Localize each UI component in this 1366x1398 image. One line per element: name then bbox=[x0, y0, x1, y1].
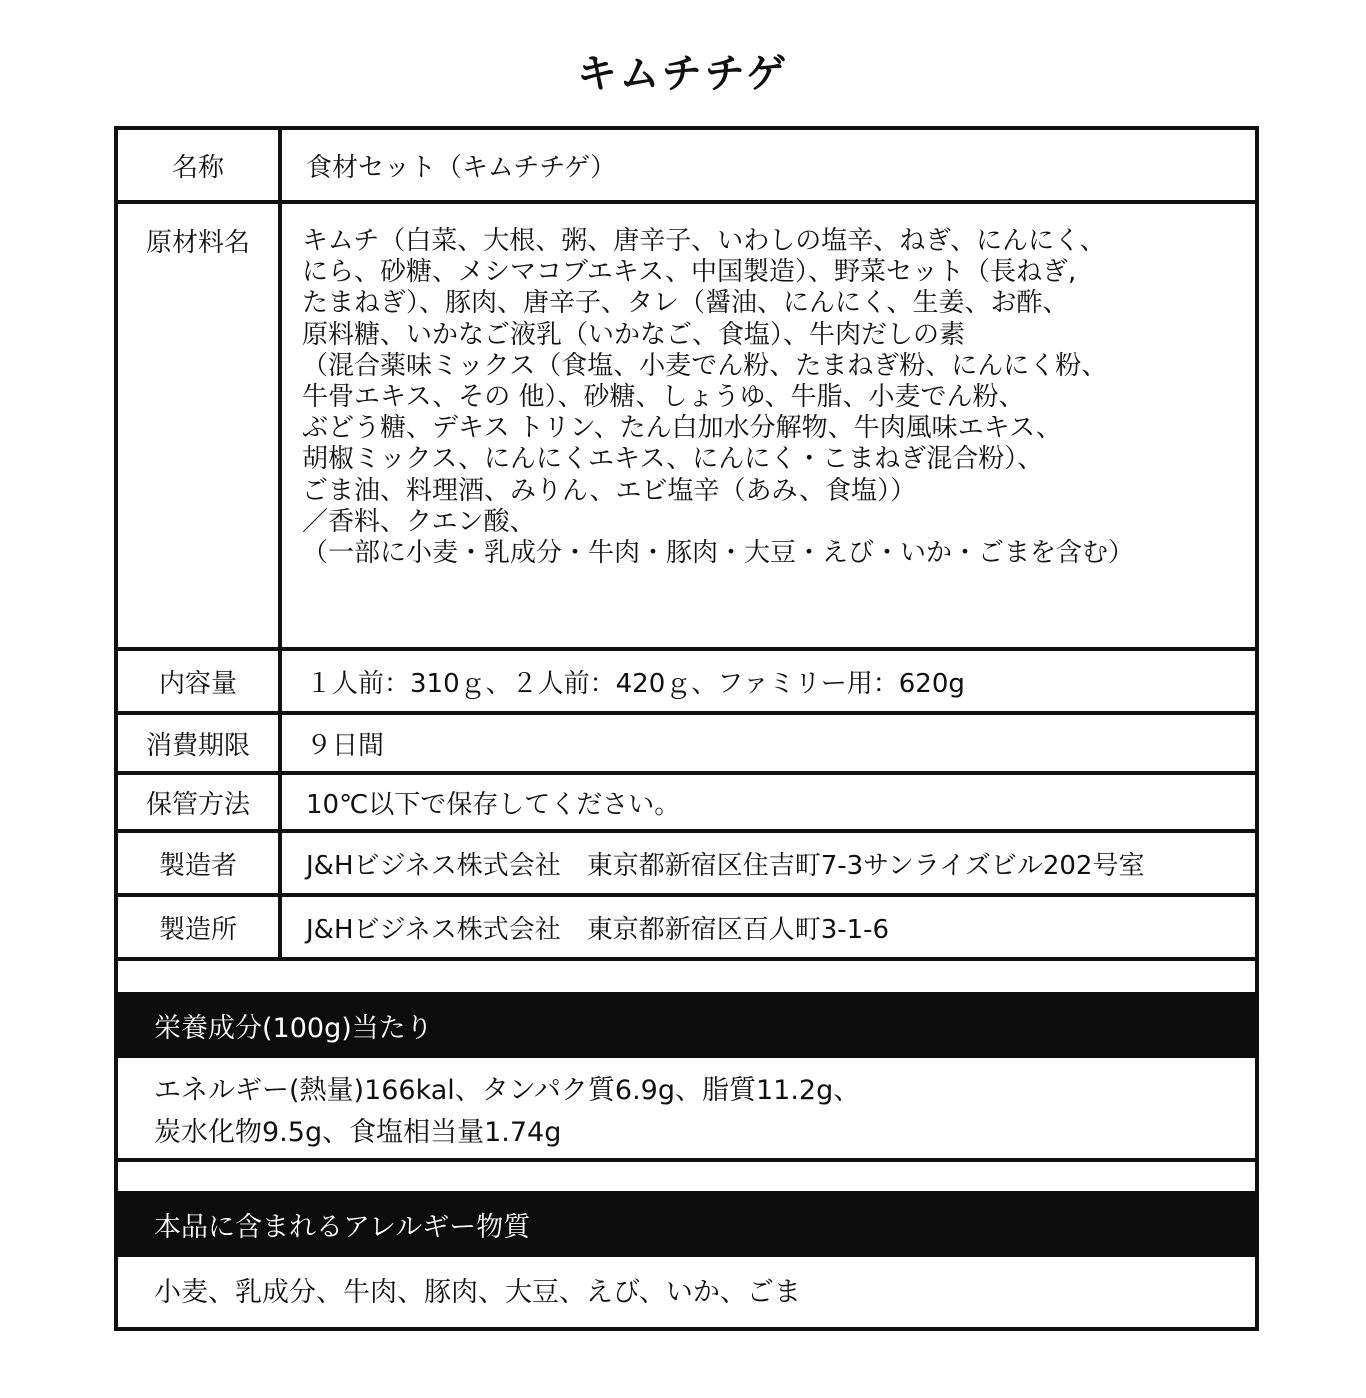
row-value: 10℃以下で保存してください。 bbox=[306, 789, 681, 820]
row-label: 製造所 bbox=[118, 897, 282, 957]
page-title: キムチチゲ bbox=[576, 51, 790, 97]
ingredient-line: ごま油、料理酒、みりん、エビ塩辛（あみ、食塩）） bbox=[302, 475, 917, 506]
allergens-heading: 本品に含まれるアレルギー物質 bbox=[114, 1191, 1259, 1257]
ingredient-line: （混合薬味ミックス（食塩、小麦でん粉、たまねぎ粉、にんにく粉、 bbox=[302, 350, 1108, 381]
allergens-value: 小麦、乳成分、牛肉、豚肉、大豆、えび、いか、ごま bbox=[154, 1277, 801, 1308]
row-value: J&Hビジネス株式会社 東京都新宿区百人町3-1-6 bbox=[306, 914, 890, 945]
row-label: 原材料名 bbox=[118, 204, 282, 647]
ingredient-line: たまねぎ）、豚肉、唐辛子、タレ（醤油、にんにく、生姜、お酢、 bbox=[302, 288, 1069, 319]
ingredients-list bbox=[282, 204, 1255, 647]
row-name bbox=[118, 130, 1255, 204]
row-label: 内容量 bbox=[118, 651, 282, 711]
row-ingredients bbox=[118, 204, 1255, 651]
row-value: ９日間 bbox=[306, 730, 385, 761]
row-manufacturer bbox=[118, 833, 1255, 897]
ingredient-line: ／香料、クエン酸、 bbox=[302, 506, 536, 537]
row-label: 製造者 bbox=[118, 833, 282, 893]
ingredient-line: 牛骨エキス、その 他）、砂糖、しょうゆ、牛脂、小麦でん粉、 bbox=[302, 382, 1025, 413]
nutrition-line: 炭水化物9.5g、食塩相当量1.74g bbox=[154, 1117, 562, 1148]
nutrition-line: エネルギー(熱量)166kal、タンパク質6.9g、脂質11.2g、 bbox=[154, 1075, 861, 1106]
ingredient-line: 原料糖、いかなご液乳（いかなご、食塩）、牛肉だしの素 bbox=[302, 319, 966, 350]
row-storage bbox=[118, 775, 1255, 833]
ingredient-line: （一部に小麦・乳成分・牛肉・豚肉・大豆・えび・いか・ごまを含む） bbox=[302, 538, 1135, 569]
nutrition-values bbox=[118, 1070, 1255, 1154]
row-value: １人前：310ｇ、２人前：420ｇ、ファミリー用：620g bbox=[306, 668, 965, 699]
row-value: J&Hビジネス株式会社 東京都新宿区住吉町7-3サンライズビル202号室 bbox=[306, 850, 1145, 881]
row-label: 保管方法 bbox=[118, 775, 282, 829]
row-value: 食材セット（キムチチゲ） bbox=[306, 152, 617, 183]
ingredient-line: ぶどう糖、デキス トリン、たん白加水分解物、牛肉風味エキス、 bbox=[302, 413, 1062, 444]
row-content bbox=[118, 651, 1255, 715]
ingredient-line: キムチ（白菜、大根、粥、唐辛子、いわしの塩辛、ねぎ、にんにく、 bbox=[302, 226, 1106, 256]
row-factory bbox=[118, 897, 1255, 961]
row-expiry bbox=[118, 715, 1255, 775]
nutrition-heading: 栄養成分(100g)当たり bbox=[114, 992, 1259, 1058]
row-label: 消費期限 bbox=[118, 715, 282, 771]
row-label: 名称 bbox=[118, 130, 282, 200]
ingredient-line: 胡椒ミックス、にんにくエキス、にんにく・こまねぎ混合粉）、 bbox=[302, 444, 1044, 475]
ingredient-line: にら、砂糖、メシマコブエキス、中国製造）、野菜セット（長ねぎ, bbox=[302, 257, 1077, 288]
divider bbox=[118, 1158, 1255, 1162]
label-table bbox=[114, 126, 1259, 1331]
